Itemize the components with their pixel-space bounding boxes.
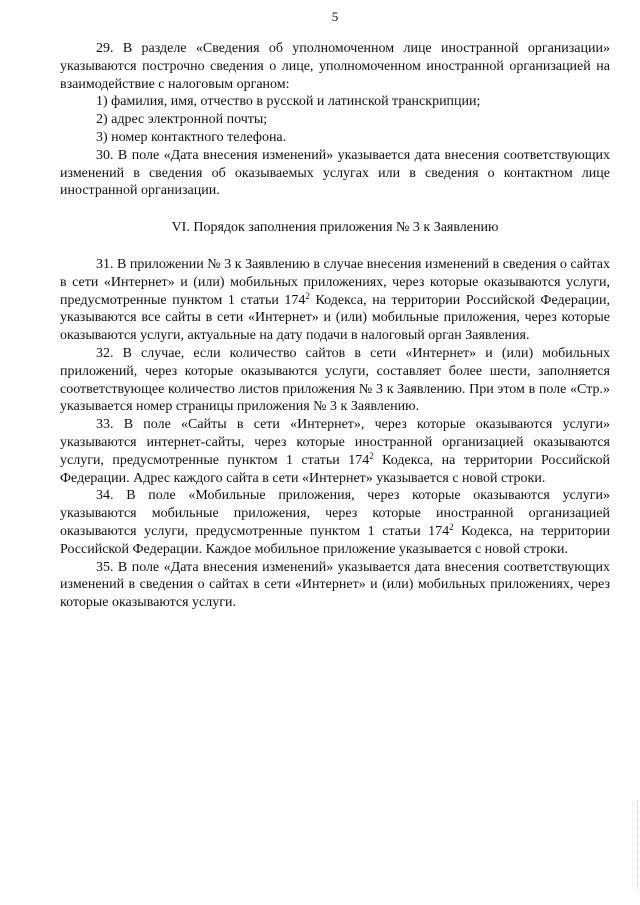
paragraph-33 — [60, 416, 610, 487]
paragraph-33-text-start: 33. В поле «Сайты в сети «Интернет», через которые оказываются услуги» указываются интернет-сайты, через которые иностранной организацией оказываются услуги, предусмотренные пунктом 1 статьи 174 — [60, 417, 610, 468]
article-superscript: 2 — [305, 290, 310, 301]
paragraph-30: 30. В поле «Дата внесения изменений» указывается дата внесения соответствующих изменений в сведения об оказываемых услугах или в сведения о контактном лице иностранной организации. — [60, 147, 610, 199]
paragraph-34-text-end: Кодекса, на территории Российской Федерации. Каждое мобильное приложение указывается с новой строки. — [60, 523, 611, 557]
paragraph-33-text-end: Кодекса, на территории Российской Федерации. Адрес каждого сайта в сети «Интернет» указывается с новой строки. — [60, 452, 610, 486]
paragraph-31 — [60, 256, 610, 345]
paragraph-31-text-end: Кодекса, на территории Российской Федерации, указываются все сайты в сети «Интернет» и (или) мобильные приложения, через которые оказываются услуги, актуальные на дату подачи в налоговый орган Заявления. — [60, 292, 611, 344]
paragraph-32: 32. В случае, если количество сайтов в сети «Интернет» и (или) мобильных приложений, через которые оказываются услуги, составляет более шести, заполняется соответствующее количество листов приложения № 3 к Заявлению. При этом в поле «Стр.» указывается номер страницы приложения № 3 к Заявлению. — [60, 345, 610, 415]
list-item: 2) адрес электронной почты; — [96, 112, 268, 128]
list-item: 1) фамилия, имя, отчество в русской и латинской транскрипции; — [96, 94, 481, 110]
section-heading: VI. Порядок заполнения приложения № 3 к Заявлению — [171, 220, 499, 236]
article-superscript: 2 — [449, 521, 454, 532]
paragraph-29-intro: 29. В разделе «Сведения об уполномоченном лице иностранной организации» указываются построчно сведения о лице, уполномоченном иностранной организацией на взаимодействие с налоговым органом: — [60, 41, 610, 92]
list-item: 3) номер контактного телефона. — [96, 129, 287, 145]
document-body — [60, 40, 610, 612]
page-number: 5 — [331, 9, 339, 24]
document-page — [60, 0, 610, 905]
paragraph-34-text-start: 34. В поле «Мобильные приложения, через которые оказываются услуги» указываются мобильные приложения, через которые иностранной организацией оказываются услуги, предусмотренные пунктом 1 статьи 174 — [60, 488, 610, 539]
paragraph-35: 35. В поле «Дата внесения изменений» указывается дата внесения соответствующих изменений в сведения о сайтах в сети «Интернет» и (или) мобильных приложениях, через которые оказываются услуги. — [60, 559, 610, 611]
article-superscript: 2 — [369, 450, 374, 461]
scan-edge-marks — [633, 800, 638, 890]
paragraph-31-text-start: 31. В приложении № 3 к Заявлению в случае внесения изменений в сведения о сайтах в сети «Интернет» и (или) мобильных приложениях, через которые оказываются услуги, предусмотренные пунктом 1 статьи 174 — [60, 256, 610, 308]
paragraph-34 — [60, 487, 610, 558]
